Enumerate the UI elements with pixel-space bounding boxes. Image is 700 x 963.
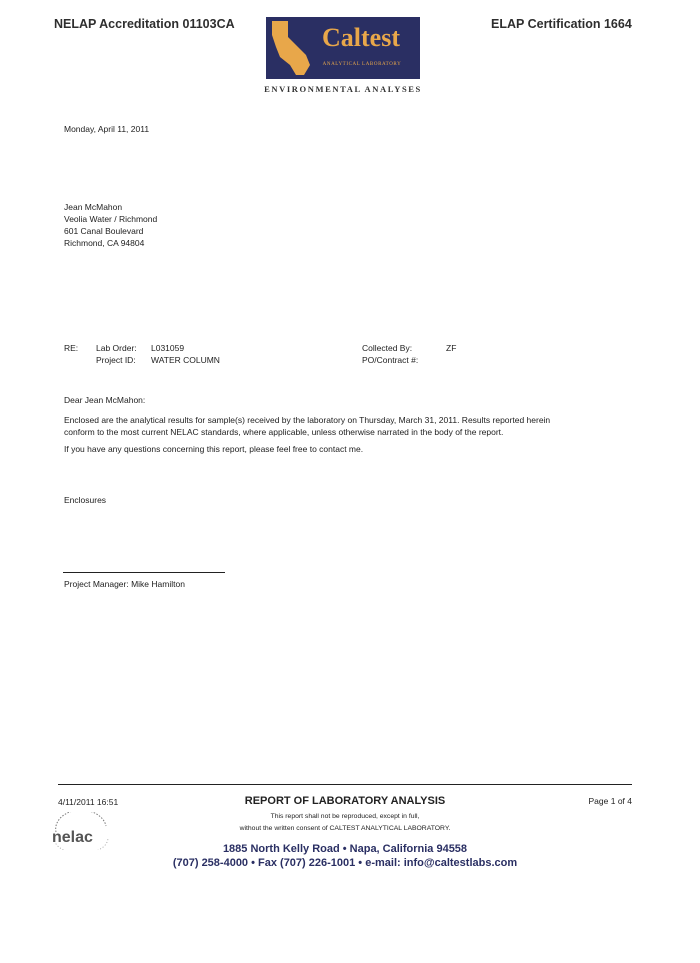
reproduction-notice bbox=[200, 811, 490, 835]
project-manager: Project Manager: Mike Hamilton bbox=[64, 579, 185, 589]
recipient-address bbox=[64, 201, 157, 249]
notice-line: This report shall not be reproduced, except in full, bbox=[270, 813, 420, 820]
lab-address: 1885 North Kelly Road • Napa, California 94558 bbox=[222, 843, 468, 855]
logo-tagline: ENVIRONMENTAL ANALYSES bbox=[264, 84, 422, 94]
address-line: Veolia Water / Richmond bbox=[64, 214, 158, 224]
letter-date: Monday, April 11, 2011 bbox=[64, 124, 150, 134]
project-id-value: WATER COLUMN bbox=[151, 355, 220, 365]
collected-by-value: ZF bbox=[446, 343, 457, 353]
lab-contact: (707) 258-4000 • Fax (707) 226-1001 • e-mail: info@caltestlabs.com bbox=[172, 857, 518, 869]
address-line: 601 Canal Boulevard bbox=[64, 226, 144, 236]
address-line: Richmond, CA 94804 bbox=[64, 238, 145, 248]
nelac-seal-icon bbox=[44, 812, 118, 850]
body-paragraph-2: If you have any questions concerning this report, please feel free to contact me. bbox=[64, 444, 364, 454]
lab-order-value: L031059 bbox=[151, 343, 185, 353]
elap-certification: ELAP Certification 1664 bbox=[491, 17, 632, 31]
body-paragraph-1: Enclosed are the analytical results for sample(s) received by the laboratory on Thursday, March 31, 2011. Results reported herein conform to the most current NELAC standards, where applicable, unless otherwise narrated in the body of the report. bbox=[64, 415, 551, 437]
po-contract-label: PO/Contract #: bbox=[362, 355, 419, 365]
lab-order-label: Lab Order: bbox=[96, 343, 137, 353]
logo-subtitle: ANALYTICAL LABORATORY bbox=[322, 62, 402, 67]
nelac-wordmark: nelac bbox=[52, 829, 93, 846]
reference-values bbox=[151, 342, 220, 366]
collection-values bbox=[446, 342, 456, 354]
nelac-logo bbox=[44, 812, 118, 850]
nelap-accreditation: NELAP Accreditation 01103CA bbox=[54, 17, 235, 31]
project-id-label: Project ID: bbox=[96, 355, 136, 365]
collected-by-label: Collected By: bbox=[362, 343, 413, 353]
caltest-logo bbox=[266, 17, 420, 79]
notice-line: without the written consent of CALTEST ANALYTICAL LABORATORY. bbox=[239, 825, 451, 832]
page-number: Page 1 of 4 bbox=[588, 796, 632, 806]
signature-line bbox=[63, 572, 225, 573]
footer-divider bbox=[58, 784, 632, 785]
re-label: RE: bbox=[64, 343, 79, 353]
enclosures-label: Enclosures bbox=[64, 495, 107, 505]
collection-labels bbox=[362, 342, 418, 366]
salutation: Dear Jean McMahon: bbox=[64, 395, 146, 405]
address-line: Jean McMahon bbox=[64, 202, 123, 212]
reference-labels bbox=[96, 342, 137, 366]
report-title: REPORT OF LABORATORY ANALYSIS bbox=[244, 795, 446, 807]
logo-name: Caltest bbox=[322, 23, 400, 52]
report-datetime: 4/11/2011 16:51 bbox=[58, 797, 119, 807]
